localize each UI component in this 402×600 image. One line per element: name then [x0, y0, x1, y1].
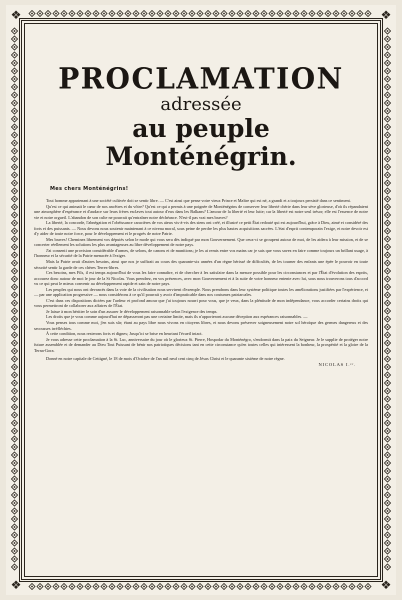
corner-ornament-icon: ❖: [10, 8, 22, 22]
corner-ornament-icon: ❖: [10, 578, 22, 592]
body-paragraph: Vous penses tous comme moi, j'en suis sûr; étant au pays libre nous vivons en citoyens libres, et nous devons préserver soigneusement notre sol héroïque des germes dangereux et des secousses irréfléchies.: [34, 320, 368, 331]
corner-ornament-icon: ❖: [380, 8, 392, 22]
top-ornament-border: [28, 10, 374, 17]
body-paragraph: Qu'est ce qui animait le cœur de nos ancêtres et du vôtre? Qu'est ce qui a permis à une poignée de Monténégrins de conserver leur liberté chérie dans leur sève glorieuse, d'où ils répandaient une atmosphère d'espérance et d'audace sur leurs frères esclaves tout autour d'eux dans les Balkans? L'amour de la liberté et leur lutte; car la liberté est notre seul trésor; elle est l'essence de notre vie et notre orgueil. L'abandon de son culte ne pourrait qu'entraîner notre déchéance. N'est-il pas vrai mes braves?: [34, 203, 368, 220]
body-paragraph: Tout homme appartenant à une société cultivée doit se sentir libre. — C'est ainsi que pense votre vieux Prince et Maître qui est né, a grandi et a toujours persisté dans ce sentiment.: [46, 198, 351, 203]
corner-ornament-icon: ❖: [380, 578, 392, 592]
document-title: PROCLAMATION: [58, 61, 344, 96]
body-paragraph: Je vous adresse cette proclamation à la St. Luc, anniversaire du jour où le glorieux St. Pierre, Hospodar du Monténégro, s'endormit dans la paix du Seigneur. Je le supplie de protéger notre future assemblée et de demander au Dieu Tout Puissant de bénir nos patriotiques décisions tant en cette circonstance qu'en toutes celles qui intéressent la bonheur, la prospérité et la gloire de la Terna-Gora.: [34, 336, 368, 353]
document-sheet: [6, 5, 396, 595]
body-paragraph: Les droits que je vous comme aujourd'hui ne dépasseront pas une certaine limite, mais ils n'apporteront aucune déception aux espérances raisonnables. —: [46, 314, 308, 320]
dateline: Donné en notre capitale de Cettigné, le 18 de mois d'Octobre de l'an mil neuf cent cinq de Jésus Christ et le quarante sixième de notre règne.: [46, 356, 285, 362]
body-paragraph: J'ai consenti une provision considérable d'armes, de selons, de canons et de munitions; je les ai remis entre vos mains car je sais que vous savez en faire comme toujours un brillant usage, à l'honneur et la sécurité de la Patrie menacée à l'exiger.: [34, 247, 368, 259]
right-ornament-border: [384, 27, 391, 573]
body-paragraph: Je laisse à mon héritier le soin d'un assurer le développement raisonnable selon l'exigence des temps.: [46, 308, 218, 314]
document-content: [34, 61, 368, 571]
document-subtitle-addressee: au peuple Monténégrin.: [105, 114, 297, 171]
body-paragraph: Mes braves! Cheminez librement vos députés selon le mode qui vous sera dès indiqué par mon Gouvernement. Que ceux-ci se groupent autour de moi, de les aidera à leur mission, et de se concerter réellement les solutions les plus avantageuses au libre développement de notre pays.: [34, 236, 368, 248]
body-paragraph: Ces besoins, mes Fils, il est temps aujourd'hui de vous les faire connaître, et de chercher à les satisfaire dans la mesure possible pour les circonstances et par l'État d'évolution des esprits, accourez donc autour de moi le jour de la St Nicolas. Vous prendrez, en vos présences, avec mon Gouvernement et à la suite de votre honneur entente avec lui, sous nous trouverons tous d'accord vu ce qui peut le mieux convenir au développement rapide et sain de notre pays.: [34, 270, 368, 287]
bottom-ornament-border: [28, 583, 374, 590]
salutation: Mes chers Monténégrins!: [50, 186, 129, 192]
body-paragraph: Les peuples qui nous ont devancés dans la voie de la civilisation nous servirent d'exemple. Nous prendrons dans leur système politique toutes les améliorations justifiées par l'expérience, et — par une application progressive — nous considérons à ce qu'il pourrait y avoir d'impraticable dans nos coutumes patriarcales.: [34, 286, 368, 298]
body-paragraph: C'est dans ces dispositions dictées par l'ardeur et profond amour que j'ai toujours nourri pour vous, que je veux, dans la plénitude de mon indépendance, vous accorder certains droits qui vous permettront de collaborer aux affaires de l'État.: [34, 297, 368, 309]
body-paragraph: À cette condition, nous resterons forts et dignes; Jusqu'ici se brise en heurtant l'écueil intact.: [46, 331, 203, 337]
proclamation-body: [34, 198, 368, 353]
body-paragraph: La liberté, la concorde, l'abnégation et l'obéissance caractères de vos aïeux vis-à-vis des siens ont créé, et illustré ce petit État redouté qui est aujourd'hui, grâce à Dieu, aimé et considéré des forts et des puissants. — Nous devons nous soutenir maintenant à ce niveau moral, sous peine de perdre les plus hautes acquisitions sacrées. L'état d'esprit contemporain l'exige, et notre devoir est d'y aider de toute notre force, pour le développement et le progrès de notre Patrie.: [34, 220, 368, 237]
document-subtitle: adressée: [160, 94, 242, 115]
body-paragraph: Mais la Patrie avait d'autres besoins, ainsi que nos je suffirait au cours des quarante-six années d'un règne hérissé de difficultés, de les tourner des enfants une épée le pouvoir en toute sécurité sentir la garde de ces chères Terres-libres.: [34, 259, 368, 270]
left-ornament-border: [11, 27, 18, 573]
signature: NICOLAS I.ᵉʳ.: [318, 361, 356, 367]
